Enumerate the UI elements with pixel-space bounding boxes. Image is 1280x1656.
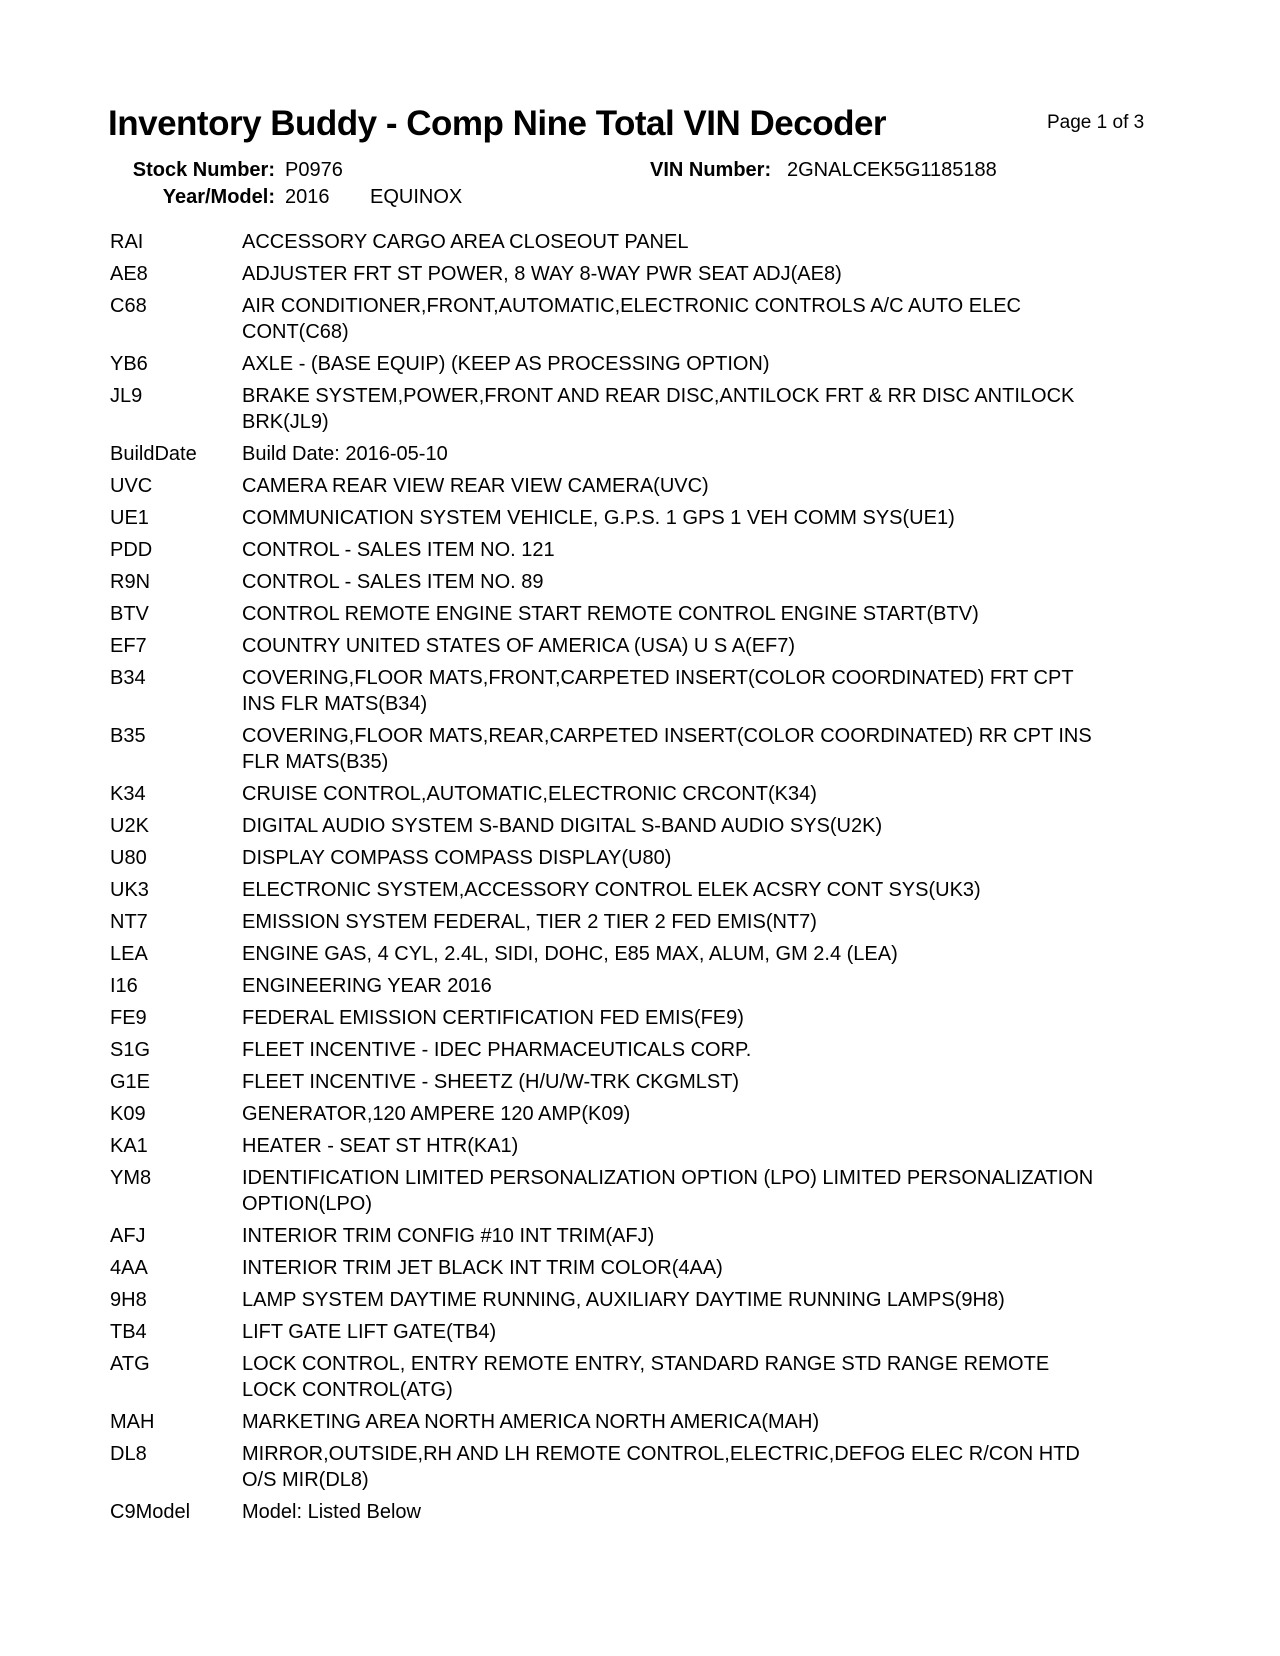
option-description: CRUISE CONTROL,AUTOMATIC,ELECTRONIC CRCONT(K34) <box>242 783 817 805</box>
option-code: YM8 <box>110 1167 152 1189</box>
option-row <box>110 1005 1125 1031</box>
option-row <box>110 845 1125 871</box>
option-description: INTERIOR TRIM CONFIG #10 INT TRIM(AFJ) <box>242 1225 655 1247</box>
option-row <box>110 633 1125 659</box>
option-description: DIGITAL AUDIO SYSTEM S-BAND DIGITAL S-BAND AUDIO SYS(U2K) <box>242 815 883 837</box>
option-row <box>110 441 1125 467</box>
option-row <box>110 723 1125 775</box>
option-code: UE1 <box>110 507 149 529</box>
option-description: CONTROL - SALES ITEM NO. 121 <box>242 539 555 561</box>
option-code: K09 <box>110 1103 146 1125</box>
option-code: 9H8 <box>110 1289 147 1311</box>
option-description: LIFT GATE LIFT GATE(TB4) <box>242 1321 497 1343</box>
option-description: BRAKE SYSTEM,POWER,FRONT AND REAR DISC,ANTILOCK FRT & RR DISC ANTILOCK BRK(JL9) <box>242 385 1075 433</box>
option-description: CONTROL - SALES ITEM NO. 89 <box>242 571 544 593</box>
option-row <box>110 383 1125 435</box>
option-description: ADJUSTER FRT ST POWER, 8 WAY 8-WAY PWR SEAT ADJ(AE8) <box>242 263 842 285</box>
vin-number-value: 2GNALCEK5G1185188 <box>787 159 997 181</box>
option-row <box>110 1255 1125 1281</box>
option-code: TB4 <box>110 1321 147 1343</box>
option-code: BTV <box>110 603 149 625</box>
option-description: AIR CONDITIONER,FRONT,AUTOMATIC,ELECTRONIC CONTROLS A/C AUTO ELEC CONT(C68) <box>242 295 1021 343</box>
option-description: ENGINE GAS, 4 CYL, 2.4L, SIDI, DOHC, E85 MAX, ALUM, GM 2.4 (LEA) <box>242 943 898 965</box>
option-codes-list <box>110 229 1125 1531</box>
option-code: UVC <box>110 475 153 497</box>
option-code: C9Model <box>110 1501 191 1523</box>
stock-number-label: Stock Number: <box>132 159 275 181</box>
option-code: U2K <box>110 815 149 837</box>
option-code: KA1 <box>110 1135 148 1157</box>
year-model-label: Year/Model: <box>162 186 275 208</box>
option-code: C68 <box>110 295 147 317</box>
option-row <box>110 601 1125 627</box>
option-row <box>110 569 1125 595</box>
option-row <box>110 473 1125 499</box>
option-description: MARKETING AREA NORTH AMERICA NORTH AMERICA(MAH) <box>242 1411 820 1433</box>
option-row <box>110 351 1125 377</box>
option-code: RAI <box>110 231 144 253</box>
option-row <box>110 813 1125 839</box>
option-description: FLEET INCENTIVE - IDEC PHARMACEUTICALS CORP. <box>242 1039 752 1061</box>
option-row <box>110 1351 1125 1403</box>
option-description: FLEET INCENTIVE - SHEETZ (H/U/W-TRK CKGMLST) <box>242 1071 740 1093</box>
page-number-indicator: Page 1 of 3 <box>1047 112 1145 133</box>
option-row <box>110 1441 1125 1493</box>
option-row <box>110 261 1125 287</box>
option-description: EMISSION SYSTEM FEDERAL, TIER 2 TIER 2 FED EMIS(NT7) <box>242 911 817 933</box>
option-row <box>110 1287 1125 1313</box>
option-code: G1E <box>110 1071 151 1093</box>
option-code: UK3 <box>110 879 149 901</box>
model-value: EQUINOX <box>370 186 463 208</box>
option-row <box>110 665 1125 717</box>
option-row <box>110 1037 1125 1063</box>
option-description: Model: Listed Below <box>242 1501 421 1523</box>
option-code: PDD <box>110 539 153 561</box>
option-description: ELECTRONIC SYSTEM,ACCESSORY CONTROL ELEK ACSRY CONT SYS(UK3) <box>242 879 981 901</box>
option-row <box>110 941 1125 967</box>
option-code: JL9 <box>110 385 143 407</box>
option-code: EF7 <box>110 635 147 657</box>
option-description: COMMUNICATION SYSTEM VEHICLE, G.P.S. 1 GPS 1 VEH COMM SYS(UE1) <box>242 507 955 529</box>
option-code: AFJ <box>110 1225 146 1247</box>
option-code: B35 <box>110 725 146 747</box>
option-row <box>110 229 1125 255</box>
option-code: I16 <box>110 975 138 997</box>
option-description: HEATER - SEAT ST HTR(KA1) <box>242 1135 519 1157</box>
option-row <box>110 1319 1125 1345</box>
option-description: GENERATOR,120 AMPERE 120 AMP(K09) <box>242 1103 631 1125</box>
option-description: AXLE - (BASE EQUIP) (KEEP AS PROCESSING OPTION) <box>242 353 770 375</box>
page-title: Inventory Buddy - Comp Nine Total VIN Decoder <box>108 104 887 143</box>
option-row <box>110 1223 1125 1249</box>
option-description: ENGINEERING YEAR 2016 <box>242 975 492 997</box>
option-code: ATG <box>110 1353 150 1375</box>
option-description: ACCESSORY CARGO AREA CLOSEOUT PANEL <box>242 231 689 253</box>
option-row <box>110 1409 1125 1435</box>
option-description: MIRROR,OUTSIDE,RH AND LH REMOTE CONTROL,ELECTRIC,DEFOG ELEC R/CON HTD O/S MIR(DL8) <box>242 1443 1080 1491</box>
option-code: 4AA <box>110 1257 148 1279</box>
option-row <box>110 1499 1125 1525</box>
option-code: BuildDate <box>110 443 197 465</box>
option-code: FE9 <box>110 1007 147 1029</box>
option-description: IDENTIFICATION LIMITED PERSONALIZATION OPTION (LPO) LIMITED PERSONALIZATION OPTION(LPO) <box>242 1167 1094 1215</box>
option-code: R9N <box>110 571 151 593</box>
year-value: 2016 <box>285 186 330 208</box>
option-code: B34 <box>110 667 146 689</box>
option-code: S1G <box>110 1039 151 1061</box>
option-row <box>110 1069 1125 1095</box>
vin-number-label: VIN Number: <box>650 159 772 181</box>
stock-number-value: P0976 <box>285 159 343 181</box>
option-code: NT7 <box>110 911 148 933</box>
option-code: AE8 <box>110 263 148 285</box>
option-description: INTERIOR TRIM JET BLACK INT TRIM COLOR(4AA) <box>242 1257 723 1279</box>
option-code: MAH <box>110 1411 155 1433</box>
option-description: Build Date: 2016-05-10 <box>242 443 448 465</box>
option-code: K34 <box>110 783 146 805</box>
option-description: DISPLAY COMPASS COMPASS DISPLAY(U80) <box>242 847 672 869</box>
option-description: COUNTRY UNITED STATES OF AMERICA (USA) U S A(EF7) <box>242 635 796 657</box>
option-row <box>110 1101 1125 1127</box>
option-code: YB6 <box>110 353 148 375</box>
option-row <box>110 781 1125 807</box>
option-row <box>110 1133 1125 1159</box>
option-description: COVERING,FLOOR MATS,FRONT,CARPETED INSERT(COLOR COORDINATED) FRT CPT INS FLR MATS(B34) <box>242 667 1074 715</box>
option-description: CAMERA REAR VIEW REAR VIEW CAMERA(UVC) <box>242 475 709 497</box>
option-description: LAMP SYSTEM DAYTIME RUNNING, AUXILIARY DAYTIME RUNNING LAMPS(9H8) <box>242 1289 1005 1311</box>
option-code: U80 <box>110 847 147 869</box>
option-row <box>110 505 1125 531</box>
option-row <box>110 537 1125 563</box>
option-description: CONTROL REMOTE ENGINE START REMOTE CONTROL ENGINE START(BTV) <box>242 603 979 625</box>
option-row <box>110 293 1125 345</box>
option-description: LOCK CONTROL, ENTRY REMOTE ENTRY, STANDARD RANGE STD RANGE REMOTE LOCK CONTROL(ATG) <box>242 1353 1050 1401</box>
option-row <box>110 909 1125 935</box>
option-code: DL8 <box>110 1443 147 1465</box>
option-row <box>110 1165 1125 1217</box>
option-description: COVERING,FLOOR MATS,REAR,CARPETED INSERT(COLOR COORDINATED) RR CPT INS FLR MATS(B35) <box>242 725 1092 773</box>
option-row <box>110 877 1125 903</box>
option-code: LEA <box>110 943 148 965</box>
option-description: FEDERAL EMISSION CERTIFICATION FED EMIS(FE9) <box>242 1007 744 1029</box>
option-row <box>110 973 1125 999</box>
